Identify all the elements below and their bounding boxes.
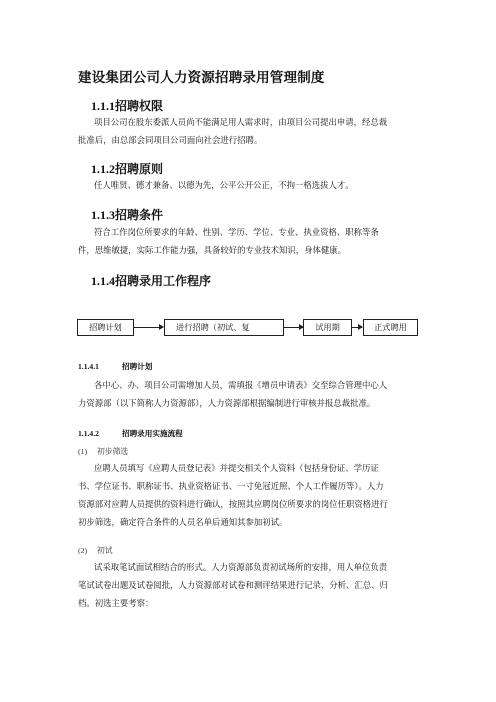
section-number: 1.1.3 xyxy=(91,208,115,222)
flow-arrow xyxy=(284,327,303,328)
section-heading-1-1-2 xyxy=(91,160,163,177)
paragraph-line: 力资源部（以下简称人力资源部），人力资源部根据编制进行审核并报总裁批准。 xyxy=(78,398,376,408)
list-item-label: 初步筛选 xyxy=(97,447,129,456)
paragraph-line: 档。初选主要考察： xyxy=(78,598,154,608)
paragraph-line: 书、学位证书、职称证书、执业资格证书、一寸免冠近照、个人工作履历等）。人力 xyxy=(78,481,384,491)
section-title: 招聘录用工作程序 xyxy=(115,274,212,288)
subsection-number: 1.1.4.2 xyxy=(78,429,99,438)
section-heading-1-1-1 xyxy=(91,97,163,114)
document-title: 建设集团公司人力资源招聘录用管理制度 xyxy=(78,70,325,86)
section-number: 1.1.2 xyxy=(91,162,115,176)
section-title: 招聘权限 xyxy=(115,99,164,113)
paragraph-line: 各中心、办、项目公司需增加人员，需填报《增员申请表》交至综合管理中心人 xyxy=(94,380,388,390)
flow-step-probation: 试用期 xyxy=(303,319,352,336)
list-item-number: (1) xyxy=(78,447,88,456)
paragraph-line: 符合工作岗位所要求的年龄、性别、学历、学位、专业、执业资格、职称等条 xyxy=(94,227,379,237)
list-item-number: (2) xyxy=(78,546,88,555)
flow-arrow xyxy=(352,327,362,328)
subsection-number: 1.1.4.1 xyxy=(78,362,99,371)
paragraph-line: 初步筛选，确定符合条件的人员名单后通知其参加初试。 xyxy=(78,517,288,527)
list-item-screening xyxy=(78,446,128,457)
paragraph-line: 项目公司在股东委派人员尚不能满足用人需求时，由项目公司提出申请，经总裁 xyxy=(94,117,388,127)
paragraph-line: 应聘人员填写《应聘人员登记表》并提交相关个人资料（包括身份证、学历证 xyxy=(94,463,379,473)
list-item-first-interview xyxy=(78,545,113,556)
flow-arrow xyxy=(134,327,163,328)
subsection-title: 招聘录用实施流程 xyxy=(122,429,183,438)
section-heading-1-1-3 xyxy=(91,206,163,223)
section-title: 招聘原则 xyxy=(115,162,164,176)
paragraph-line: 资源部对应聘人员提供的资料进行确认，按照其应聘岗位所要求的岗位任职资格进行 xyxy=(78,499,388,509)
subsection-heading-process xyxy=(78,428,183,439)
paragraph-line: 笔试试卷出题及试卷阅批，人力资源部对试卷和测评结果进行记录、分析、汇总、归 xyxy=(78,580,388,590)
paragraph-line: 任人唯贤、德才兼备、以德为先，公平公开公正，不拘一格选拔人才。 xyxy=(94,180,354,190)
subsection-heading-plan xyxy=(78,361,152,372)
paragraph-line: 件，思维敏捷，实际工作能力强，具备较好的专业技术知识，身体健康。 xyxy=(78,245,346,255)
paragraph-line: 批准后，由总部会同项目公司面向社会进行招聘。 xyxy=(78,135,263,145)
flow-step-recruit: 进行招聘（初试、复 xyxy=(164,319,284,336)
list-item-label: 初试 xyxy=(97,546,113,555)
flow-step-plan: 招聘计划 xyxy=(77,319,134,336)
section-number: 1.1.1 xyxy=(91,99,115,113)
subsection-title: 招聘计划 xyxy=(122,362,153,371)
flow-step-hire: 正式聘用 xyxy=(363,319,418,336)
section-heading-1-1-4 xyxy=(91,272,211,289)
section-number: 1.1.4 xyxy=(91,274,115,288)
section-title: 招聘条件 xyxy=(115,208,164,222)
paragraph-line: 试采取笔试面试相结合的形式。人力资源部负责初试场所的安排，用人单位负责 xyxy=(94,562,388,572)
